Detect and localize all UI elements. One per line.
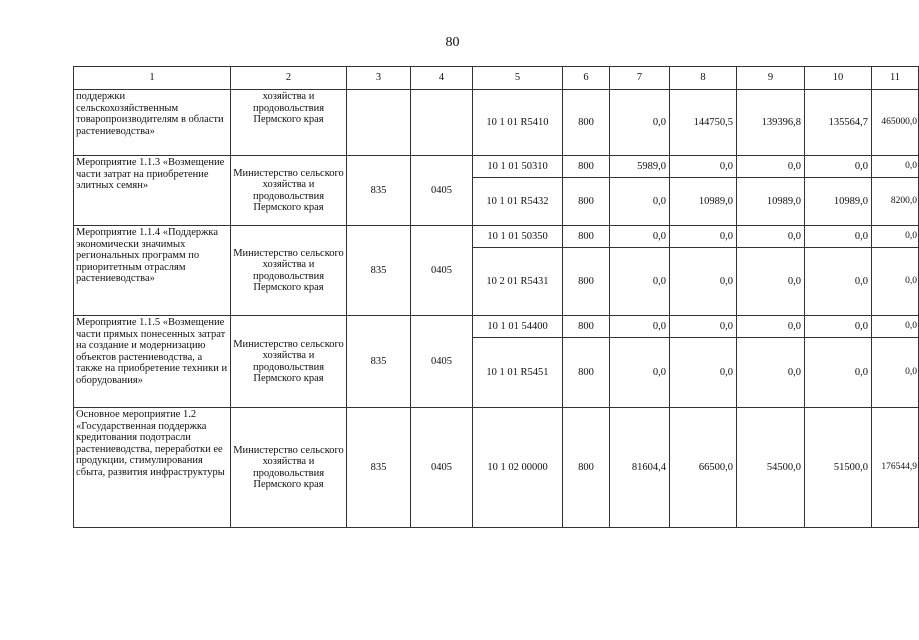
grbs-code: 835: [347, 226, 411, 316]
column-header-4: 4: [411, 67, 473, 90]
amount-col-9: 0,0: [737, 226, 805, 248]
target-article-code: 10 1 01 R5451: [473, 338, 563, 408]
table-body: [74, 90, 919, 528]
ministry-name: хозяйства и продовольствия Пермского края: [231, 90, 347, 156]
expense-type: 800: [563, 90, 610, 156]
column-header-7: 7: [610, 67, 670, 90]
section-code: 0405: [411, 226, 473, 316]
amount-col-10: 135564,7: [805, 90, 872, 156]
target-article-code: 10 1 01 50310: [473, 156, 563, 178]
column-header-10: 10: [805, 67, 872, 90]
expense-type: 800: [563, 178, 610, 226]
ministry-name: Министерство сельского хозяйства и продовольствия Пермского края: [231, 408, 347, 528]
amount-col-7: 5989,0: [610, 156, 670, 178]
amount-col-11: 465000,0: [872, 90, 919, 156]
section-code: 0405: [411, 408, 473, 528]
amount-col-8: 0,0: [670, 338, 737, 408]
amount-col-8: 0,0: [670, 316, 737, 338]
amount-col-11: 0,0: [872, 316, 919, 338]
grbs-code: 835: [347, 408, 411, 528]
expense-type: 800: [563, 408, 610, 528]
expense-type: 800: [563, 316, 610, 338]
amount-col-11: 0,0: [872, 338, 919, 408]
section-code: 0405: [411, 156, 473, 226]
target-article-code: 10 1 01 50350: [473, 226, 563, 248]
amount-col-9: 139396,8: [737, 90, 805, 156]
event-name: Мероприятие 1.1.4 «Поддержка экономически значимых региональных программ по приоритетным отраслям растениеводства»: [74, 226, 231, 316]
amount-col-10: 0,0: [805, 316, 872, 338]
amount-col-9: 54500,0: [737, 408, 805, 528]
column-header-2: 2: [231, 67, 347, 90]
expense-type: 800: [563, 226, 610, 248]
header-row: [74, 67, 919, 90]
section-code: 0405: [411, 316, 473, 408]
column-header-1: 1: [74, 67, 231, 90]
amount-col-7: 0,0: [610, 316, 670, 338]
table-row: [74, 316, 919, 338]
amount-col-9: 0,0: [737, 156, 805, 178]
amount-col-8: 0,0: [670, 226, 737, 248]
amount-col-7: 0,0: [610, 226, 670, 248]
target-article-code: 10 1 02 00000: [473, 408, 563, 528]
event-name: Мероприятие 1.1.3 «Возмещение части затрат на приобретение элитных семян»: [74, 156, 231, 226]
amount-col-10: 0,0: [805, 338, 872, 408]
amount-col-10: 10989,0: [805, 178, 872, 226]
event-name: Мероприятие 1.1.5 «Возмещение части прямых понесенных затрат на создание и модернизацию объектов растениеводства, а также на приобретение техники и оборудования»: [74, 316, 231, 408]
table-row: [74, 408, 919, 528]
amount-col-8: 0,0: [670, 156, 737, 178]
amount-col-10: 0,0: [805, 248, 872, 316]
page-number: 80: [445, 35, 460, 50]
amount-col-8: 0,0: [670, 248, 737, 316]
amount-col-7: 0,0: [610, 338, 670, 408]
amount-col-9: 0,0: [737, 338, 805, 408]
amount-col-9: 0,0: [737, 316, 805, 338]
amount-col-7: 0,0: [610, 90, 670, 156]
grbs-code: [347, 90, 411, 156]
amount-col-8: 144750,5: [670, 90, 737, 156]
expense-type: 800: [563, 338, 610, 408]
table-row: [74, 226, 919, 248]
amount-col-11: 0,0: [872, 226, 919, 248]
amount-col-7: 81604,4: [610, 408, 670, 528]
target-article-code: 10 1 01 54400: [473, 316, 563, 338]
target-article-code: 10 1 01 R5432: [473, 178, 563, 226]
amount-col-9: 10989,0: [737, 178, 805, 226]
amount-col-7: 0,0: [610, 248, 670, 316]
amount-col-8: 10989,0: [670, 178, 737, 226]
ministry-name: Министерство сельского хозяйства и продовольствия Пермского края: [231, 316, 347, 408]
column-header-11: 11: [872, 67, 919, 90]
section-code: [411, 90, 473, 156]
amount-col-7: 0,0: [610, 178, 670, 226]
column-header-8: 8: [670, 67, 737, 90]
target-article-code: 10 1 01 R5410: [473, 90, 563, 156]
expense-type: 800: [563, 248, 610, 316]
column-header-9: 9: [737, 67, 805, 90]
amount-col-10: 0,0: [805, 156, 872, 178]
amount-col-10: 51500,0: [805, 408, 872, 528]
table-row: [74, 156, 919, 178]
amount-col-9: 0,0: [737, 248, 805, 316]
amount-col-11: 0,0: [872, 248, 919, 316]
grbs-code: 835: [347, 316, 411, 408]
table-row: [74, 90, 919, 156]
amount-col-8: 66500,0: [670, 408, 737, 528]
amount-col-11: 0,0: [872, 156, 919, 178]
ministry-name: Министерство сельского хозяйства и продовольствия Пермского края: [231, 156, 347, 226]
event-name: Основное мероприятие 1.2 «Государственная поддержка кредитования подотрасли растениеводства, переработки ее продукции, стимулирования сбыта, развития инфраструктуры: [74, 408, 231, 528]
column-header-5: 5: [473, 67, 563, 90]
amount-col-10: 0,0: [805, 226, 872, 248]
target-article-code: 10 2 01 R5431: [473, 248, 563, 316]
event-name: поддержки сельскохозяйственным товаропроизводителям в области растениеводства»: [74, 90, 231, 156]
expense-type: 800: [563, 156, 610, 178]
ministry-name: Министерство сельского хозяйства и продовольствия Пермского края: [231, 226, 347, 316]
amount-col-11: 176544,9: [872, 408, 919, 528]
column-header-6: 6: [563, 67, 610, 90]
column-header-3: 3: [347, 67, 411, 90]
grbs-code: 835: [347, 156, 411, 226]
amount-col-11: 8200,0: [872, 178, 919, 226]
budget-table: [73, 66, 919, 528]
